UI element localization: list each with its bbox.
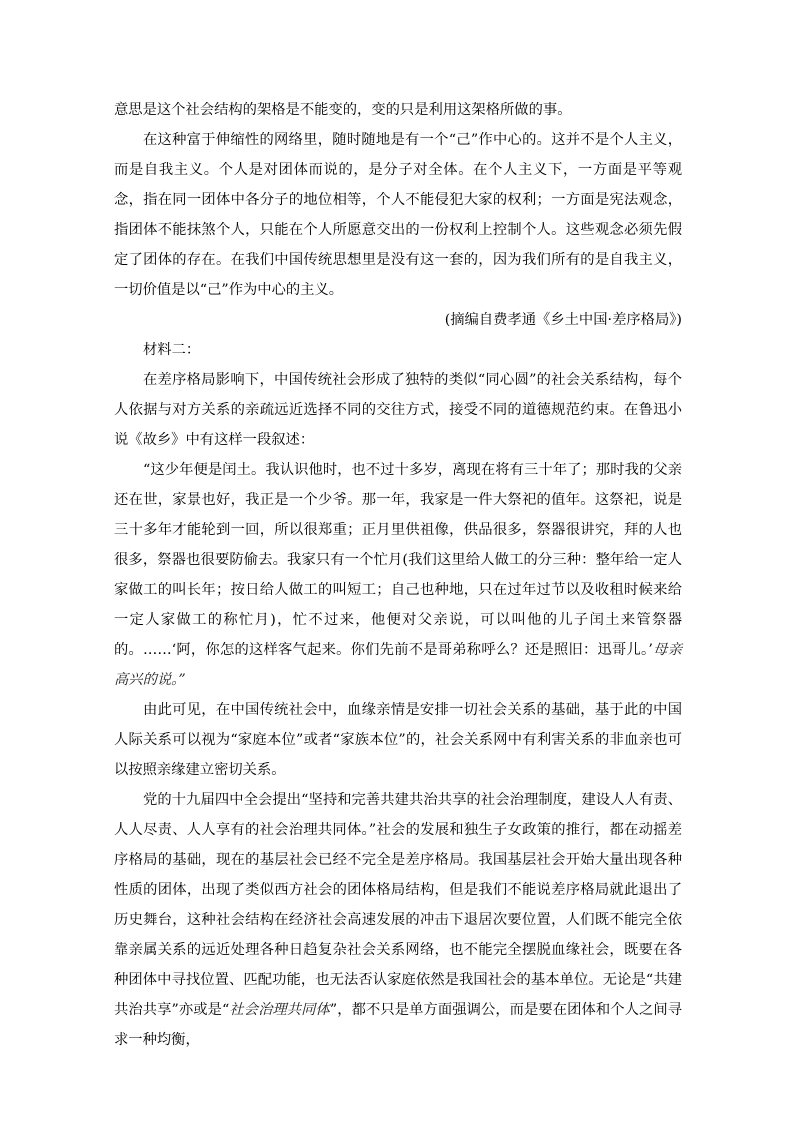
governance-text-b: ”，都不只是单方面强调公，而是要在团体和个人之间寻求一种均衡，	[114, 1002, 683, 1048]
source-citation: (摘编自费孝通《乡土中国·差序格局》)	[444, 312, 682, 328]
paragraph-concentric-circles: 在差序格局影响下，中国传统社会形成了独特的类似“同心圆”的社会关系结构，每个人依据与对方关系的亲疏远近选择不同的交往方式，接受不同的道德规范约束。在鲁迅小说《故乡》中有这样一段叙述：	[114, 372, 682, 448]
article-body	[114, 95, 682, 1055]
paragraph-egoism: 在这种富于伸缩性的网络里，随时随地是有一个“己”作中心的。这并不是个人主义，而是自我主义。个人是对团体而说的，是分子对全体。在个人主义下，一方面是平等观念，指在同一团体中各分子的地位相等，个人不能侵犯大家的权利；一方面是宪法观念，指团体不能抹煞个人，只能在个人所愿意交出的一份权利上控制个人。这些观念必须先假定了团体的存在。在我们中国传统思想里是没有这一套的，因为我们所有的是自我主义，一切价值是以“己”作为中心的主义。	[114, 132, 682, 298]
quote-main-text: “这少年便是闰土。我认识他时，也不过十多岁，离现在将有三十年了；那时我的父亲还在世，家景也好，我正是一个少爷。那一年，我家是一件大祭祀的值年。这祭祀，说是三十多年才能轮到一回，所以很郑重；正月里供祖像，供品很多，祭器很讲究，拜的人也很多，祭器也很要防偷去。我家只有一个忙月(我们这里给人做工的分三种：整年给一定人家做工的叫长年；按日给人做工的叫短工；自己也种地，只在过年过节以及收租时候来给一定人家做工的称忙月)，忙不过来，他便对父亲说，可以叫他的儿子闰土来管祭器的。……‘阿，你怎的这样客气起来。你们先前不是哥弟称呼么？还是照旧：迅哥儿。’	[114, 462, 682, 658]
paragraph-continued: 意思是这个社会结构的架格是不能变的，变的只是利用这架格所做的事。	[114, 102, 572, 118]
governance-highlight: 社会治理共同体	[229, 1002, 330, 1018]
paragraph-governance	[114, 785, 682, 1055]
governance-text-a: 党的十九届四中全会提出“坚持和完善共建共治共享的社会治理制度，建设人人有责、人人尽责、人人享有的社会治理共同体。”社会的发展和独生子女政策的推行，都在动摇差序格局的基础，现在的基层社会已经不完全是差序格局。我国基层社会开始大量出现各种性质的团体，出现了类似西方社会的团体格局结构，但是我们不能说差序格局就此退出了历史舞台，这种社会结构在经济社会高速发展的冲击下退居次要位置，人们既不能完全依靠亲属关系的远近处理各种日趋复杂社会关系网络，也不能完全摆脱血缘社会，既要在各种团体中寻找位置、匹配功能，也无法否认家庭依然是我国社会的基本单位。无论是“共建共治共享”亦或是“	[114, 792, 682, 1018]
quote-hometown	[114, 455, 682, 695]
material-two-label: 材料二：	[143, 342, 201, 358]
quote-tail-text: 母亲高兴的说。”	[114, 642, 683, 688]
paragraph-kinship: 由此可见，在中国传统社会中，血缘亲情是安排一切社会关系的基础，基于此的中国人际关系可以视为“家庭本位”或者“家族本位”的，社会关系网中有利害关系的非血亲也可以按照亲缘建立密切关系。	[114, 702, 682, 778]
